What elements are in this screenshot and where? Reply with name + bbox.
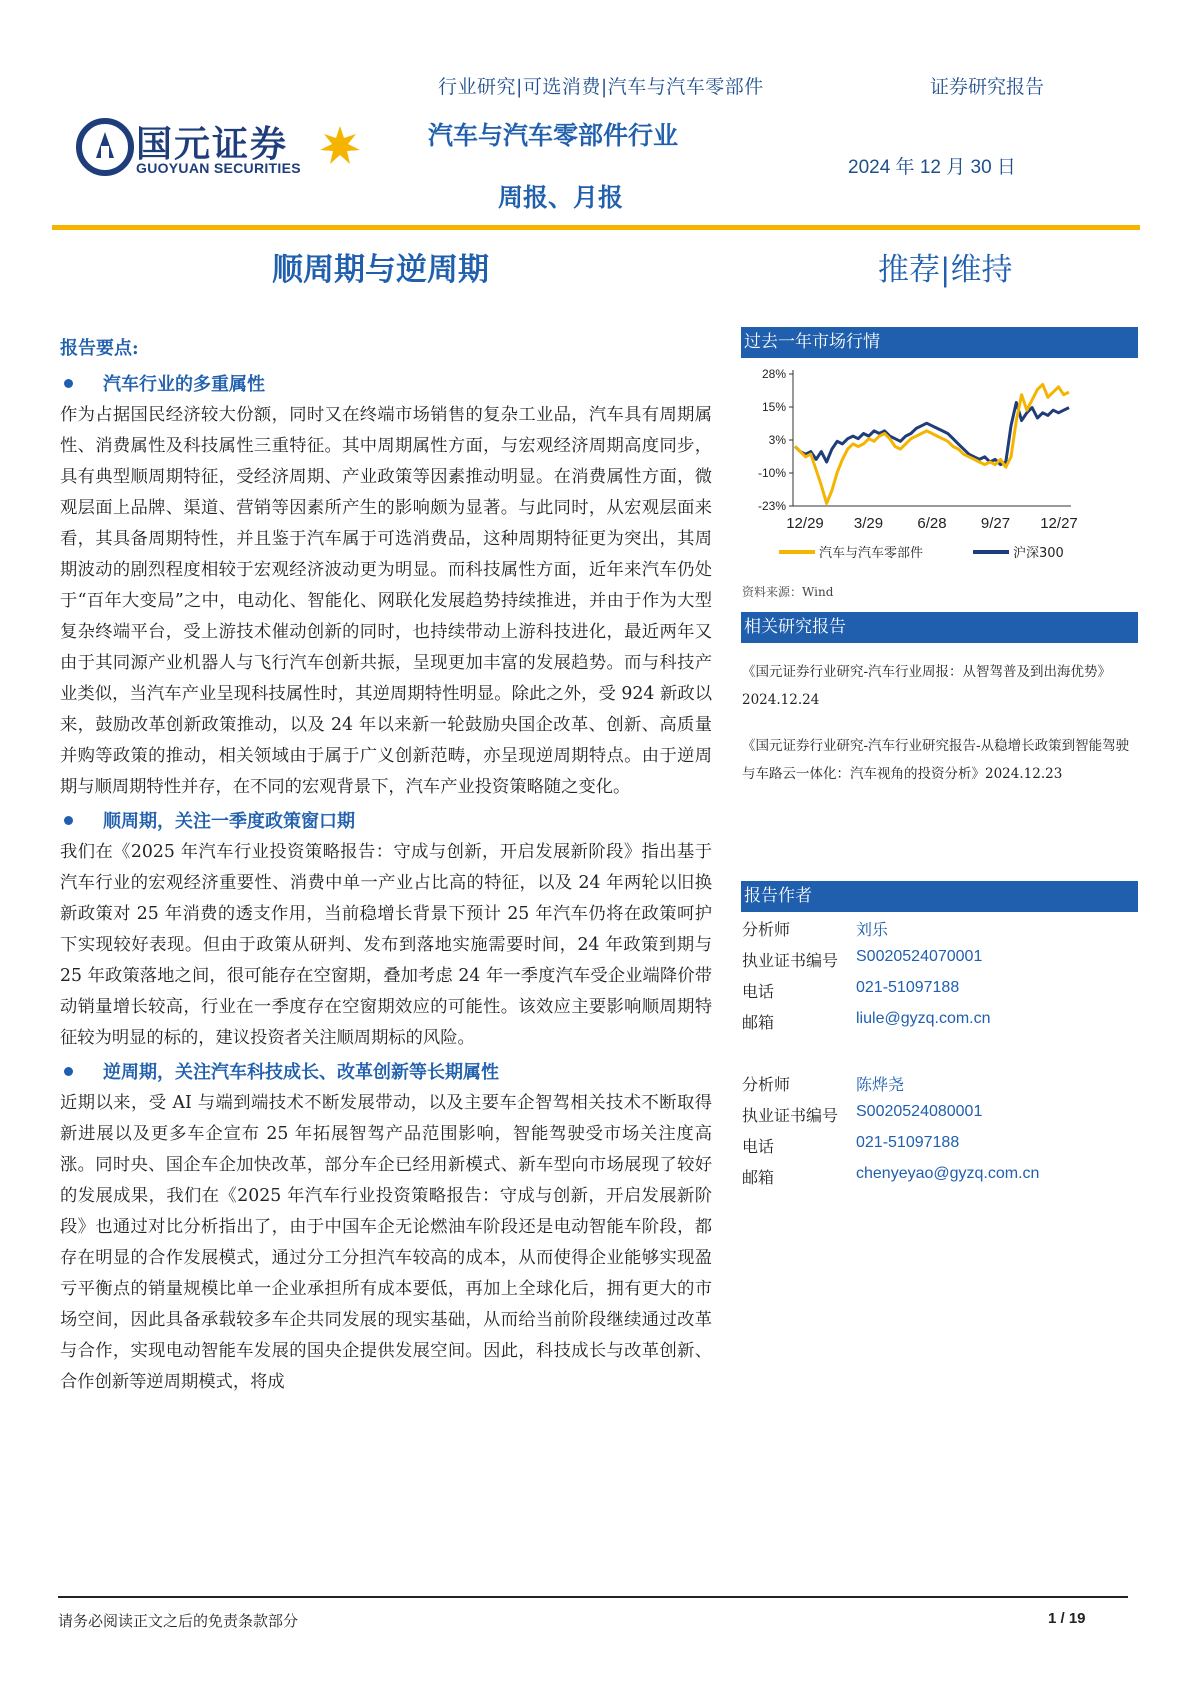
role-label: 分析师 — [742, 1075, 791, 1094]
disclaimer-note: 请务必阅读正文之后的免责条款部分 — [58, 1612, 299, 1630]
footer-divider — [58, 1596, 1128, 1598]
phone-number: 021-51097188 — [856, 1134, 960, 1151]
chart-source: 资料来源：Wind — [742, 585, 834, 599]
legend-label: 沪深300 — [1013, 546, 1064, 561]
section-heading — [60, 1056, 712, 1086]
section-heading — [60, 805, 712, 835]
header-divider — [52, 225, 1140, 230]
author-name: 刘乐 — [856, 920, 889, 939]
market-heading: 过去一年市场行情 — [741, 327, 1138, 358]
report-type-label: 证券研究报告 — [930, 76, 1045, 98]
y-tick-label: -23% — [757, 499, 786, 513]
cert-label: 执业证书编号 — [742, 951, 839, 970]
section-body: 近期以来，受 AI 与端到端技术不断发展带动，以及主要车企智驾相关技术不断取得新进展以及更多车企宣布 25 年拓展智驾产品范围影响，智能驾驶受市场关注度高涨。同时央、国企车企加快改革，部分车企已经用新模式、新车型向市场展现了较好的发展成果，我们在《2025 年汽车行业投资策略报告：守成与创新，开启发展新阶段》也通过对比分析指出了，由于中国车企无论燃油车阶段还是电动智能车阶段，都存在明显的合作发展模式，通过分工分担汽车较高的成本，从而使得企业能够实现盈亏平衡点的销量规模比单一企业承担所有成本要低，再加上全球化后，拥有更大的市场空间，因此具备承载较多车企共同发展的现实基础，从而给当前阶段继续通过改革与合作，实现电动智能车发展的国央企提供发展空间。因此，科技成长与改革创新、合作创新等逆周期模式，将成 — [60, 1093, 712, 1392]
y-tick-label: 3% — [768, 433, 786, 447]
section-body: 作为占据国民经济较大份额，同时又在终端市场销售的复杂工业品，汽车具有周期属性、消费属性及科技属性三重特征。其中周期属性方面，与宏观经济周期高度同步，具有典型顺周期特征，受经济周期、产业政策等因素推动明显。在消费属性方面，微观层面上品牌、渠道、营销等因素所产生的影响颇为显著。与此同时，从宏观层面来看，其具备周期特性，并且鉴于汽车属于可选消费品，这种周期特征更为突出，其周期波动的剧烈程度相较于宏观经济波动更为明显。而科技属性方面，近年来汽车仍处于“百年大变局”之中，电动化、智能化、网联化发展趋势持续推进，并由于作为大型复杂终端平台，受上游技术催动创新的同时，也持续带动上游科技进化，最近两年又由于其同源产业机器人与飞行汽车创新共振，呈现更加丰富的发展趋势。而与科技产业类似，当汽车产业呈现科技属性时，其逆周期特性明显。除此之外，受 924 新政以来，鼓励改革创新政策推动，以及 24 年以来新一轮鼓励央国企改革、创新、高质量并购等政策的推动，相关领域由于属于广义创新范畴，亦呈现逆周期特点。由于逆周期与顺周期特性并存，在不同的宏观背景下，汽车产业投资策略随之变化。 — [60, 405, 712, 797]
y-tick-label: -10% — [757, 466, 786, 480]
report-frequency: 周报、月报 — [498, 183, 624, 212]
y-axis — [758, 367, 793, 513]
cert-label: 执业证书编号 — [742, 1106, 839, 1125]
page-number: 1 / 19 — [1048, 1610, 1086, 1627]
section-heading-text: 顺周期，关注一季度政策窗口期 — [103, 811, 355, 832]
section-body: 我们在《2025 年汽车行业投资策略报告：守成与创新，开启发展新阶段》指出基于汽车行业的宏观经济重要性、消费中单一产业占比高的特征，以及 24 年两轮以旧换新政策对 25 年消费的透支作用，当前稳增长背景下预计 25 年汽车仍将在政策呵护下实现较好表现。但由于政策从研判、发布到落地实施需要时间，24 年政策到期与 25 年政策落地之间，很可能存在空窗期，叠加考虑 24 年一季度汽车受企业端降价带动销量增长较高，行业在一季度存在空窗期效应的可能性。该效应主要影响顺周期特征较为明显的标的，建议投资者关注顺周期标的风险。 — [60, 842, 712, 1048]
bullet-icon — [64, 1067, 73, 1076]
chart-lines — [795, 384, 1069, 503]
cert-number: S0020524080001 — [856, 1103, 983, 1120]
email-link[interactable]: chenyeyao@gyzq.com.cn — [856, 1165, 1040, 1182]
phone-label: 电话 — [742, 982, 775, 1001]
x-tick-label: 9/27 — [980, 515, 1011, 532]
email-label: 邮箱 — [742, 1013, 775, 1032]
bullet-icon — [64, 816, 73, 825]
guoyuan-logo-icon — [76, 118, 134, 176]
phone-number: 021-51097188 — [856, 979, 960, 996]
author-name: 陈烨尧 — [856, 1075, 905, 1094]
y-tick-label: 15% — [761, 400, 786, 414]
authors-heading: 报告作者 — [741, 881, 1138, 912]
logo-stars-icon — [316, 124, 364, 172]
email-label: 邮箱 — [742, 1168, 775, 1187]
x-tick-label: 12/27 — [1040, 515, 1078, 532]
role-label: 分析师 — [742, 920, 791, 939]
report-title: 顺周期与逆周期 — [272, 252, 489, 288]
related-report[interactable]: 《国元证券行业研究-汽车行业研究报告-从稳增长政策到智能驾驶与车路云一体化：汽车视角的投资分析》2024.12.23 — [742, 738, 1130, 782]
section-heading — [60, 368, 712, 398]
x-axis — [786, 506, 1078, 532]
related-report[interactable]: 《国元证券行业研究-汽车行业周报：从智驾普及到出海优势》2024.12.24 — [742, 664, 1112, 708]
logo-wordmark: 国元证券 — [136, 124, 289, 165]
report-date: 2024 年 12 月 30 日 — [848, 157, 1016, 178]
breadcrumb: 行业研究|可选消费|汽车与汽车零部件 — [438, 76, 764, 98]
cert-number: S0020524070001 — [856, 948, 983, 965]
phone-label: 电话 — [742, 1137, 775, 1156]
y-tick-label: 28% — [761, 367, 786, 381]
x-tick-label: 12/29 — [786, 515, 824, 532]
related-heading: 相关研究报告 — [741, 612, 1138, 643]
rating-badge: 推荐|维持 — [878, 252, 1013, 288]
bullet-icon — [64, 379, 73, 388]
key-points — [60, 334, 712, 1398]
x-tick-label: 3/29 — [853, 515, 884, 532]
email-link[interactable]: liule@gyzq.com.cn — [856, 1010, 991, 1027]
section-heading-text: 汽车行业的多重属性 — [103, 374, 265, 395]
legend-label: 汽车与汽车零部件 — [819, 546, 924, 561]
logo-english: GUOYUAN SECURITIES — [136, 160, 301, 176]
industry-title: 汽车与汽车零部件行业 — [428, 121, 679, 150]
key-points-title: 报告要点: — [60, 338, 139, 359]
section-heading-text: 逆周期，关注汽车科技成长、改革创新等长期属性 — [103, 1062, 499, 1083]
x-tick-label: 6/28 — [917, 515, 947, 532]
market-chart — [741, 360, 1121, 570]
chart-legend — [779, 546, 1064, 561]
